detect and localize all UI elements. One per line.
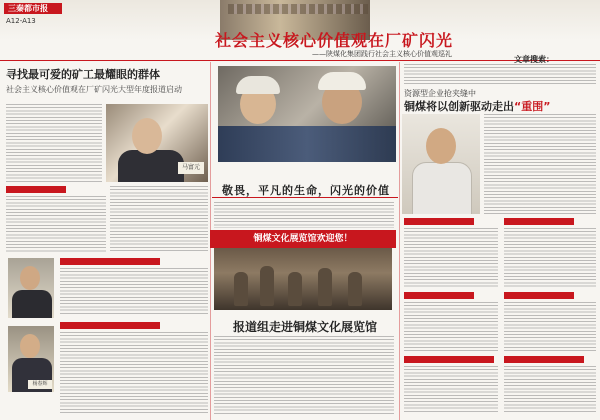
section-bar	[60, 258, 160, 265]
header-nav-strip	[395, 2, 600, 8]
article-text	[110, 186, 208, 252]
bottom-title: 报道组走进铜煤文化展览馆	[232, 320, 377, 334]
section-bar	[504, 292, 574, 299]
article-text	[60, 332, 208, 414]
newspaper-logo: 三秦都市报	[4, 3, 62, 14]
name-card: 马富元	[178, 162, 204, 174]
article-text	[484, 114, 596, 214]
header-divider	[0, 60, 600, 61]
column-divider	[399, 62, 400, 420]
article-text	[504, 366, 596, 414]
article-text	[214, 336, 394, 414]
exhibition-photo	[214, 248, 392, 310]
miners-photo	[218, 66, 396, 162]
article-text	[504, 302, 596, 352]
sub-title: ——陕煤化集团践行社会主义核心价值观巡礼	[312, 50, 452, 58]
left-headline: 寻找最可爱的矿工最耀眼的群体	[6, 68, 160, 81]
section-bar	[404, 292, 474, 299]
section-bar	[504, 356, 584, 363]
portrait-photo	[8, 258, 54, 318]
right-subheading: 资源型企业抢夹缝中	[404, 89, 476, 98]
executive-photo	[402, 114, 480, 214]
right-title-highlight: “重围”	[514, 100, 551, 113]
executive-photo	[106, 104, 208, 182]
page-number: A12-A13	[6, 17, 36, 25]
article-text	[404, 64, 596, 86]
search-heading: 文章搜索：	[514, 55, 554, 64]
article-text	[504, 228, 596, 288]
section-bar	[6, 186, 66, 193]
article-text	[60, 268, 208, 316]
article-text	[6, 196, 106, 252]
portrait-photo	[8, 326, 54, 392]
left-subheadline: 社会主义核心价值观在厂矿闪光大型年度报道启动	[6, 85, 182, 94]
left-headline-block	[6, 66, 216, 95]
name-card: 杨春辉	[28, 380, 52, 389]
slogan: 敬畏，平凡的生命，闪光的价值	[222, 184, 390, 197]
right-title	[404, 98, 550, 114]
article-text	[6, 104, 102, 182]
main-title: 社会主义核心价值观在厂矿闪光	[215, 31, 454, 50]
article-text	[404, 228, 498, 288]
section-bar	[404, 356, 494, 363]
article-text	[214, 202, 394, 228]
article-text	[404, 366, 498, 414]
section-bar	[404, 218, 474, 225]
article-text	[404, 302, 498, 352]
right-title-prefix: 铜煤将以创新驱动走出	[404, 100, 514, 113]
section-bar	[60, 322, 160, 329]
expo-banner: 铜煤文化展览馆欢迎您！	[210, 230, 396, 248]
section-bar	[504, 218, 574, 225]
